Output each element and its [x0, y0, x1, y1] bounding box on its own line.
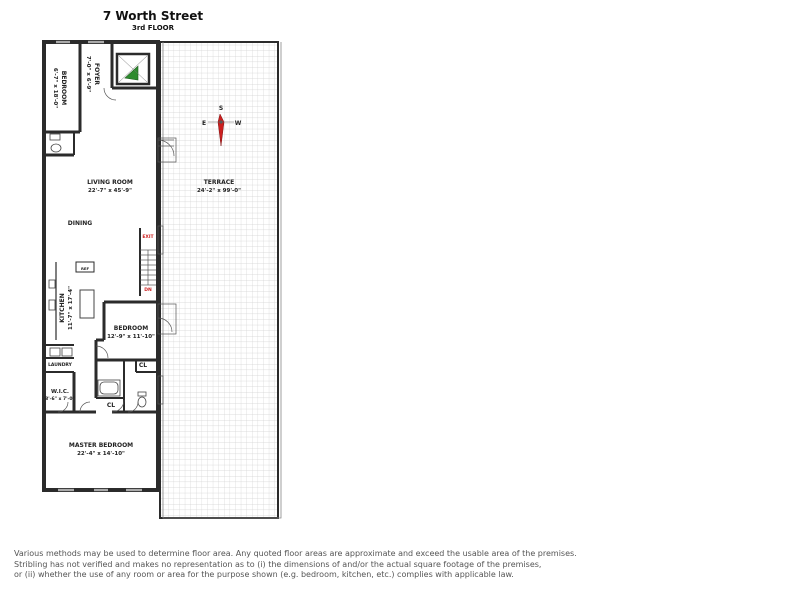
master-bedroom-dims: 22'-4" x 14'-10": [77, 451, 125, 457]
terrace-name: TERRACE: [203, 179, 235, 186]
wic-name: W.I.C.: [51, 389, 69, 395]
dining-name: DINING: [67, 220, 93, 227]
master-bedroom-name: MASTER BEDROOM: [68, 442, 134, 449]
ref-label: REF: [80, 266, 90, 271]
floor-label: 3rd FLOOR: [131, 24, 175, 32]
living-room-dims: 22'-7" x 45'-9": [87, 188, 133, 194]
kitchen-dims: 11'-7" x 17'-4": [68, 285, 74, 331]
laundry-name: LAUNDRY: [48, 363, 72, 368]
bedroom-small-name: BEDROOM: [60, 70, 67, 106]
closet-label-2: CL: [106, 402, 116, 409]
bedroom-dims: 12'-9" x 11'-10": [107, 334, 155, 340]
disclaimer-line: or (ii) whether the use of any room or area for the purpose shown (e.g. bedroom, kitchen, etc.) complies with applicable law.: [14, 570, 514, 579]
living-room-name: LIVING ROOM: [87, 179, 133, 186]
exit-label: EXIT: [142, 235, 154, 240]
kitchen-name: KITCHEN: [59, 293, 66, 323]
disclaimer-line: Various methods may be used to determine floor area. Any quoted floor areas are approximate and exceed the usable area of the premises.: [14, 549, 577, 558]
disclaimer: [14, 549, 774, 581]
compass-s-label: S: [218, 105, 224, 112]
wic-dims: 8'-6" x 7'-0": [45, 397, 75, 402]
disclaimer-line: Stribling has not verified and makes no representation as to (i) the dimensions of and/or the actual square footage of the premises,: [14, 559, 542, 569]
down-label: DN: [144, 288, 152, 293]
compass-w-label: W: [234, 120, 242, 127]
closet-label-1: CL: [138, 362, 148, 369]
terrace: [160, 42, 281, 518]
plan-title: 7 Worth Street: [102, 9, 204, 23]
terrace-dims: 24'-2" x 99'-0": [196, 188, 242, 194]
bedroom-small-dims: 6'-7" x 18'-0": [52, 67, 58, 109]
bedroom-name: BEDROOM: [113, 325, 149, 332]
foyer-name: FOYER: [93, 62, 100, 86]
compass-e-label: E: [201, 120, 207, 127]
foyer-dims: 7'-0" x 6'-9": [85, 55, 91, 93]
